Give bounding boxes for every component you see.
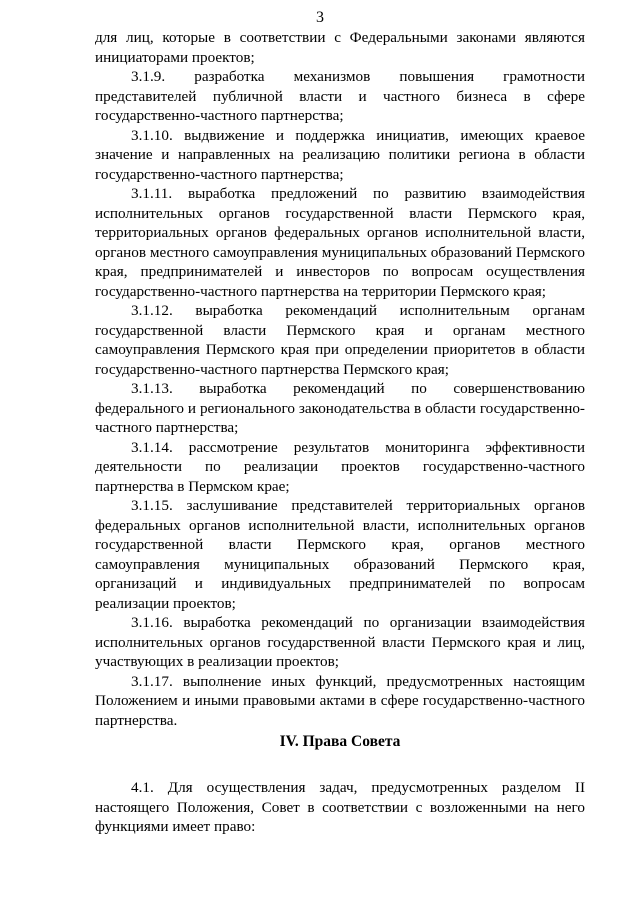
- paragraph-3-1-17: 3.1.17. выполнение иных функций, предусмотренных настоящим Положением и иными правовыми актами в сфере государственно-частного партнерства.: [95, 672, 585, 729]
- paragraph-3-1-10: 3.1.10. выдвижение и поддержка инициатив, имеющих краевое значение и направленных на реализацию политики региона в области государственно-частного партнерства;: [95, 126, 585, 183]
- paragraph-3-1-11: 3.1.11. выработка предложений по развитию взаимодействия исполнительных органов государственной власти Пермского края, территориальных органов федеральных органов исполнительной власти, органов местного самоуправления муниципальных образований Пермского края, предпринимателей и инвесторов по вопросам осуществления государственно-частного партнерства на территории Пермского края;: [95, 185, 585, 300]
- section-heading: IV. Права Совета: [279, 733, 401, 750]
- paragraph-3-1-9: 3.1.9. разработка механизмов повышения грамотности представителей публичной власти и частного бизнеса в сфере государственно-частного партнерства;: [95, 68, 585, 124]
- paragraph-3-1-14: 3.1.14. рассмотрение результатов мониторинга эффективности деятельности по реализации проектов государственно-частного партнерства в Пермском крае;: [95, 438, 585, 495]
- paragraph-3-1-12: 3.1.12. выработка рекомендаций исполнительным органам государственной власти Пермского края и органам местного самоуправления Пермского края при определении приоритетов в области государственно-частного партнерства Пермского края;: [95, 302, 585, 378]
- page-number: 3: [316, 9, 324, 26]
- paragraph-continuation: для лиц, которые в соответствии с Федеральными законами являются инициаторами проектов;: [95, 29, 585, 66]
- document-body: [95, 28, 585, 837]
- paragraph-3-1-13: 3.1.13. выработка рекомендаций по совершенствованию федерального и регионального законодательства в области государственно-частного партнерства;: [95, 380, 585, 436]
- paragraph-4-1: 4.1. Для осуществления задач, предусмотренных разделом II настоящего Положения, Совет в соответствии с возложенными на него функциями имеет право:: [95, 779, 585, 835]
- paragraph-3-1-16: 3.1.16. выработка рекомендаций по организации взаимодействия исполнительных органов государственной власти Пермского края и лиц, участвующих в реализации проектов;: [95, 614, 585, 670]
- paragraph-3-1-15: 3.1.15. заслушивание представителей территориальных органов федеральных органов исполнительной власти, исполнительных органов государственной власти Пермского края, органов местного самоуправления муниципальных образований Пермского края, организаций и индивидуальных предпринимателей по вопросам реализации проектов;: [95, 497, 585, 612]
